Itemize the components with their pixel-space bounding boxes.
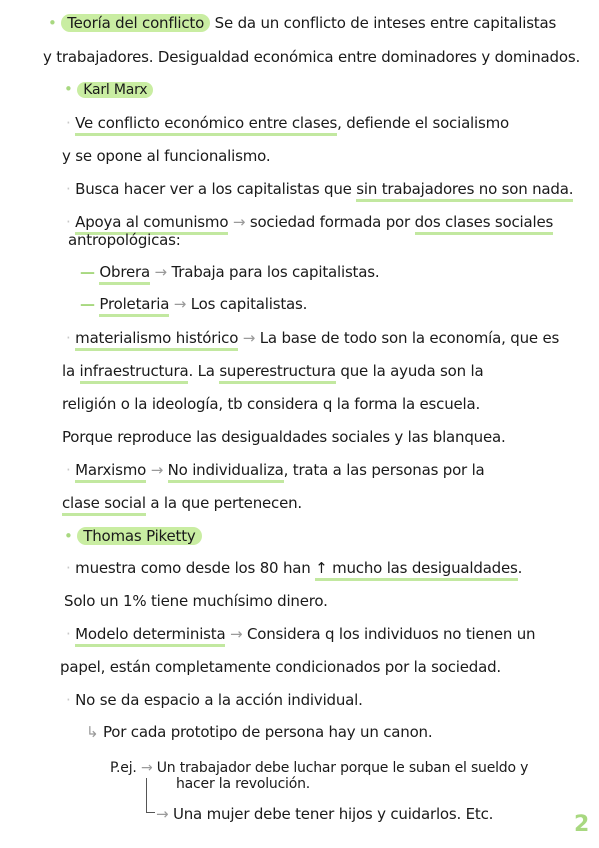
arrow-icon: → (150, 461, 164, 479)
text: Trabaja para los capitalistas. (171, 263, 380, 281)
underlined-text: No individualiza (168, 461, 284, 483)
bullet-conflicto-economico (66, 113, 509, 133)
pej-label: P.ej. (110, 760, 137, 776)
small-bullet: · (66, 329, 71, 347)
green-dash: — (80, 295, 95, 313)
underlined-text: Obrera (99, 263, 150, 285)
small-bullet: · (66, 180, 71, 198)
text: religión o la ideología, tb considera q la forma la escuela. (62, 395, 481, 413)
sub-obrera (80, 262, 379, 282)
text: a la que pertenecen. (145, 494, 302, 512)
green-bullet: • (64, 80, 73, 98)
text: La base de todo son la economía, que es (255, 329, 560, 347)
small-bullet: · (66, 213, 71, 231)
text: Solo un 1% tiene muchísimo dinero. (64, 592, 328, 610)
arrow-icon: → (242, 329, 256, 347)
arrow-icon: → (230, 625, 243, 643)
line-funcionalismo (62, 146, 270, 166)
underlined-text: Marxismo (75, 461, 146, 483)
line-teoria-conflicto (48, 13, 556, 33)
text: Porque reproduce las desigualdades sociales y las blanquea. (62, 428, 506, 446)
text: . La (188, 362, 220, 380)
text: Por cada prototipo de persona hay un canon. (102, 723, 433, 741)
line-religion (62, 394, 480, 414)
underlined-text: superestructura (219, 362, 336, 384)
underlined-text: clase social (62, 494, 146, 516)
underlined-text: Proletaria (99, 295, 169, 317)
tree-connector (146, 778, 155, 813)
bullet-capitalistas (66, 179, 573, 199)
underlined-text: dos clases sociales (415, 213, 554, 235)
line-desigualdad (43, 47, 580, 67)
text: Un trabajador debe luchar porque le suban el sueldo y (156, 760, 529, 776)
line-karl-marx (64, 79, 153, 100)
underlined-text: Apoya al comunismo (75, 213, 228, 235)
text: Considera q los individuos no tienen un (242, 625, 536, 643)
underlined-text: sin trabajadores no son nada. (356, 180, 573, 202)
small-bullet: · (66, 691, 71, 709)
small-bullet: · (66, 114, 71, 132)
text: Los capitalistas. (190, 295, 308, 313)
line-antropologicas (68, 230, 181, 250)
page-number: 2 (574, 812, 590, 837)
line-papel (60, 657, 501, 677)
arrow-icon: → (140, 760, 153, 776)
underlined-text: infraestructura (80, 362, 189, 384)
text: Una mujer debe tener hijos y cuidarlos. Etc. (172, 805, 494, 823)
underlined-text: Modelo determinista (75, 625, 225, 647)
text: que la ayuda son la (335, 362, 484, 380)
heading-karl-marx: Karl Marx (77, 82, 153, 98)
line-thomas-piketty (64, 526, 202, 546)
text: muestra como desde los 80 han (75, 559, 316, 577)
green-bullet: • (48, 14, 57, 32)
arrow-icon: → (173, 295, 187, 313)
text: No se da espacio a la acción individual. (75, 691, 363, 709)
text: la (62, 362, 80, 380)
small-bullet: · (66, 461, 71, 479)
bullet-marxismo (66, 460, 485, 480)
underlined-text: Ve conflicto económico entre clases (75, 114, 337, 136)
line-ejemplo-1-cont (176, 774, 310, 794)
sub-proletaria (80, 294, 307, 314)
small-bullet: · (66, 625, 71, 643)
arrow-icon: → (232, 213, 246, 231)
line-desigualdades (62, 427, 506, 447)
arrow-icon: → (156, 805, 169, 823)
text: y se opone al funcionalismo. (62, 147, 271, 165)
green-bullet: • (64, 527, 73, 545)
text: . (517, 559, 523, 577)
arrow-icon: → (154, 263, 167, 281)
text: Busca hacer ver a los capitalistas que (75, 180, 357, 198)
line-ejemplo-2 (156, 804, 493, 824)
underlined-text: ↑ mucho las desigualdades (315, 559, 518, 581)
bullet-materialismo (66, 328, 559, 348)
heading-teoria-conflicto: Teoría del conflicto (61, 14, 210, 32)
hook-arrow-icon: ↳ (86, 723, 99, 741)
text: antropológicas: (68, 231, 181, 249)
line-ejemplo-1 (110, 758, 528, 778)
bullet-accion-individual (66, 690, 363, 710)
text: papel, están completamente condicionados por la sociedad. (60, 658, 502, 676)
heading-thomas-piketty: Thomas Piketty (77, 527, 201, 545)
bullet-modelo-determinista (66, 624, 535, 644)
underlined-text: materialismo histórico (75, 329, 238, 351)
bullet-desigualdades (66, 558, 522, 578)
bullet-comunismo (66, 212, 553, 232)
small-bullet: · (66, 559, 71, 577)
text: Se da un conflicto de inteses entre capitalistas (214, 14, 557, 32)
text: sociedad formada por (245, 213, 415, 231)
text: , trata a las personas por la (283, 461, 485, 479)
green-dash: — (80, 263, 95, 281)
line-infraestructura (62, 361, 483, 381)
line-un-por-ciento (64, 591, 328, 611)
text: , defiende el socialismo (337, 114, 509, 132)
line-clase-social (62, 493, 302, 513)
line-prototipo (86, 722, 432, 742)
text: hacer la revolución. (176, 776, 311, 792)
text: y trabajadores. Desigualdad económica entre dominadores y dominados. (43, 48, 581, 66)
